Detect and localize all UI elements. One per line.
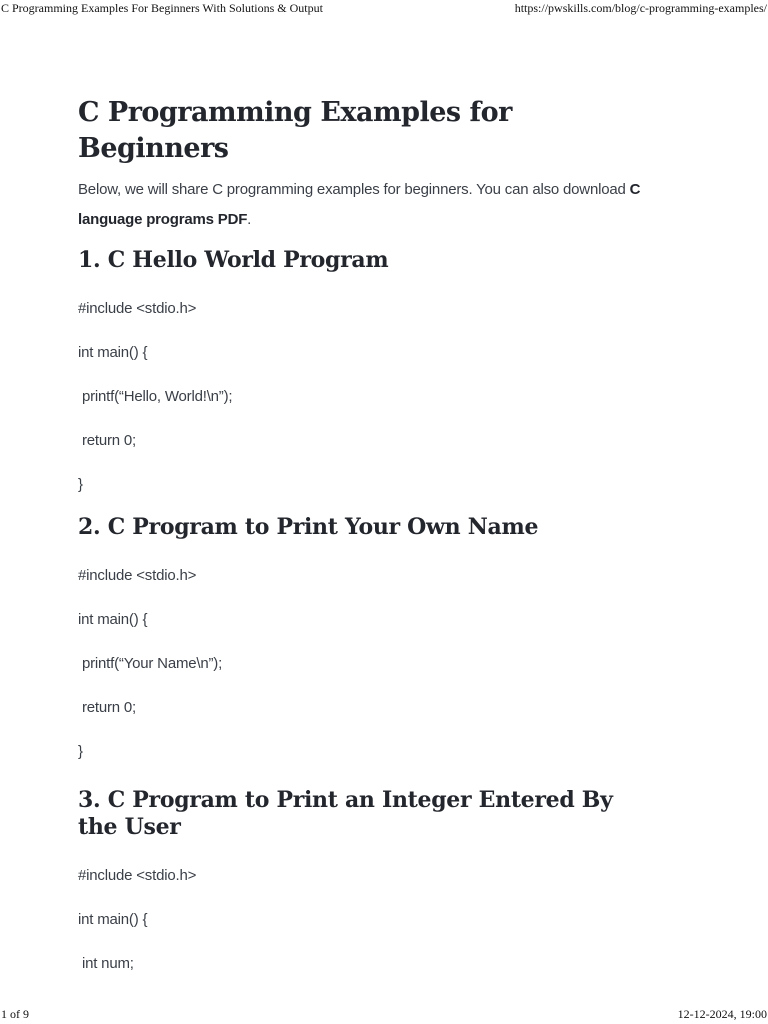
page-number: 1 of 9 [1, 1007, 29, 1021]
document-url: https://pwskills.com/blog/c-programming-examples/ [514, 1, 767, 15]
code-line: int main() { [78, 344, 148, 361]
print-header [0, 0, 768, 18]
code-line: int main() { [78, 911, 148, 928]
pdf-download-link[interactable]: C language programs PDF [78, 181, 641, 228]
intro-text-end: . [247, 211, 252, 228]
section-print-integer [78, 787, 658, 975]
section-heading: 3. C Program to Print an Integer Entered By the User [78, 787, 613, 840]
code-line: printf(“Your Name\n”); [78, 655, 223, 672]
section-print-name [78, 514, 658, 763]
section-hello-world [78, 247, 658, 496]
code-line: #include <stdio.h> [78, 867, 197, 884]
code-line: return 0; [78, 699, 137, 716]
intro-text: Below, we will share C programming examples for beginners. You can also download [78, 181, 630, 198]
article-content [78, 95, 658, 975]
code-line: int num; [78, 955, 134, 972]
code-line: } [78, 476, 83, 493]
code-line: } [78, 743, 83, 760]
print-footer [0, 1006, 768, 1024]
code-line: printf(“Hello, World!\n”); [78, 388, 233, 405]
code-line: #include <stdio.h> [78, 300, 197, 317]
code-line: int main() { [78, 611, 148, 628]
intro-paragraph [78, 175, 658, 235]
page-title: C Programming Examples for Beginners [78, 97, 512, 164]
section-heading: 1. C Hello World Program [78, 247, 389, 273]
print-date: 12-12-2024, 19:00 [677, 1007, 767, 1021]
code-line: return 0; [78, 432, 137, 449]
code-line: #include <stdio.h> [78, 567, 197, 584]
section-heading: 2. C Program to Print Your Own Name [78, 514, 539, 540]
document-title: C Programming Examples For Beginners With Solutions & Output [1, 1, 323, 15]
